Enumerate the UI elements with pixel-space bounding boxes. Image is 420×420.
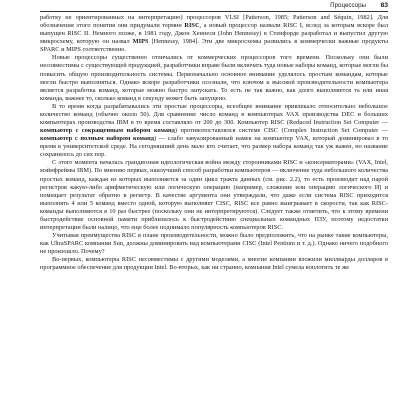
body-text <box>40 14 388 273</box>
text-run: [Hennessy, 1984]. Эти две микросхемы развились в коммерчески важные продукты SPARC и MIPS соответственно. <box>40 38 388 54</box>
paragraph <box>40 256 388 272</box>
bold-term: компьютер с сокращенным набором команд <box>40 127 175 135</box>
text-run: Во-первых, компьютеры RISC несовместимы с другими моделями, а многие компании вложили миллиарды долларов в программное обеспечение для продукции Intel. Во-вторых, как ни странно, компания Intel сумела воплотить те же <box>40 256 388 272</box>
text-run: ) — слабо завуалированный намек на компьютер VAX, который доминировал в то время в университетской среде. На сегодняшний день мало кто считает, что размер набора команд так уж важен, но название сохранилось до сих пор. <box>40 135 388 159</box>
text-run: работку не ориентированных на интерпретацию) процессоров VLSI [Patterson, 1985; Patterson and Séquin, 1982]. Для обозначения этого понятия они придумали термин <box>40 14 388 30</box>
text-run: Новые процессоры существенно отличались от коммерческих процессоров того времени. Поскольку они были несовместимы с существующей продукцией, разработчики вправе были включать туда новые наборы команд, которые могли бы повысить общую производительность системы. Первоначально основное внимание уделялось простым командам, которые могли быстро выполняться. Однако вскоре разработчики осознали, что ключом к высокой производительности компьютера является разработка команд, которые можно быстро запускать. То есть не так важно, как долго выполняется та или иная команда, важнее то, сколько команд в секунду может быть запущено. <box>40 54 388 102</box>
bold-term: MIPS <box>132 38 149 46</box>
text-run: ) противопоставлялся системе CISC (Complex Instruction Set Computer — <box>174 127 389 135</box>
paragraph <box>40 232 388 256</box>
bold-term: RISC <box>184 22 200 30</box>
paragraph <box>40 14 388 54</box>
text-run: , а новый процессор назвали RISC I, вслед за которым вскоре был выпущен RISC II. Немного позже, в 1981 году, Джон Хеннеси (John Hennessy) в Стенфорде разработал и выпустил другую микросхему, которую он назвал <box>40 22 388 46</box>
running-head-section: Процессоры <box>330 2 366 9</box>
text-run: Учитывая преимущества RISC в плане производительности, можно было предположить, что на рынке такие компьютеры, как UltraSPARC компании Sun, должны доминировать над компьютерами CISC (Intel Pentium и т. д.). Однако ничего подобного не произошло. Почему? <box>40 232 388 256</box>
text-run: В то время когда разрабатывались эти простые процессоры, всеобщее внимание привлекало относительно небольшое количество команд (обычно около 50). Для сравнения: число команд в компьютерах VAX производства DEC и больших компьютерах производства IBM в то время составляло от 200 до 300. Компьютер RISC (Reduced Instruction Set Computer — <box>40 102 388 127</box>
running-head <box>40 0 388 12</box>
paragraph <box>40 159 388 232</box>
text-run: С этого момента началась грандиозная идеологическая война между сторонниками RISC и «консерваторами» (VAX, Intel, мэйнфреймы IBM). По мнению первых, наилучший способ разработки компьютеров — включение туда небольшого количества простых команд, каждая из которых выполняется за один цикл тракта данных (см. рис. 2.2), то есть производит над парой регистров какую-либо арифметическую или логическую операцию (например, сложение или операцию логического И) и помещает результат обратно в регистр. В качестве аргумента они утверждали, что даже если система RISC приходится выполнять 4 или 5 команд вместо одной, которую выполняет CISC, RISC все равно выигрывает в скорости, так как RISC-команды выполняются в 10 раз быстрее (поскольку они не интерпретируются). Следует также отметить, что к этому времени быстродействие основной памяти приблизилось к быстродействию специальных командных ПЗУ, поэтому недостатки интерпретации были налицо, что еще более поднимало популярность компьютеров RISC. <box>40 159 388 232</box>
bold-term: компьютер с полным набором команд <box>40 135 154 143</box>
paragraph <box>40 103 388 160</box>
page-number: 83 <box>380 1 388 9</box>
paragraph <box>40 54 388 102</box>
